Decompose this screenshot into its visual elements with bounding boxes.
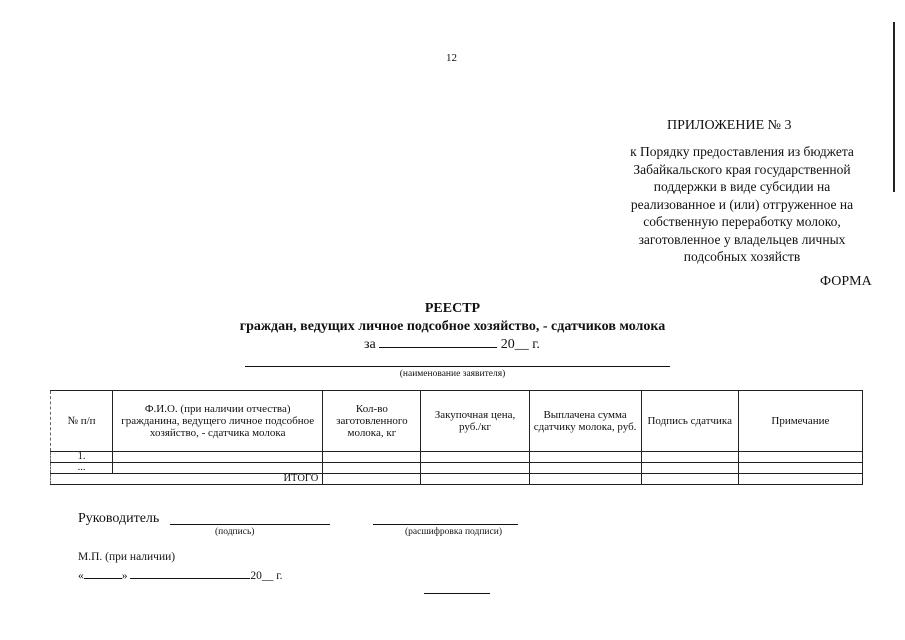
period-year: 20__ г. [500,337,540,352]
head-label: Руководитель [78,511,160,526]
table-cell[interactable] [323,463,421,474]
appendix-line: подсобных хозяйств [683,249,801,264]
signature-decode-caption: (расшифровка подписи) [405,527,502,537]
table-cell[interactable] [421,463,529,474]
row-number: 1. [51,452,113,463]
signature-caption: (подпись) [215,527,255,537]
scan-edge-line [893,22,895,192]
header-number: № п/п [51,391,113,452]
appendix-title: ПРИЛОЖЕНИЕ № 3 [667,118,792,133]
form-label: ФОРМА [820,274,872,289]
register-period [364,335,540,353]
register-subtitle: граждан, ведущих личное подсобное хозяйство, - сдатчиков молока [239,319,666,334]
register-title: РЕЕСТР [424,301,481,316]
header-milk-quantity: Кол-во заготовленного молока, кг [323,391,421,452]
table-header-row [51,391,863,452]
total-cell[interactable] [529,474,641,485]
date-day-blank[interactable] [84,566,122,579]
period-blank[interactable] [379,335,497,348]
table-cell[interactable] [323,452,421,463]
total-cell[interactable] [323,474,421,485]
header-signature: Подпись сдатчика [641,391,738,452]
register-table [50,390,863,485]
appendix-line: собственную переработку молоко, [643,214,841,229]
table-row [51,463,863,474]
stamp-label: М.П. (при наличии) [78,551,176,563]
end-divider [424,593,490,594]
date-month-blank[interactable] [130,566,250,579]
total-label: ИТОГО [51,474,323,485]
header-fio: Ф.И.О. (при наличии отчества) гражданина, ведущего личное подсобное хозяйство, - сдатчика молока [113,391,323,452]
total-cell[interactable] [641,474,738,485]
signature-line[interactable] [170,524,330,525]
signature-decode-line[interactable] [373,524,518,525]
header-note: Примечание [738,391,862,452]
date-close-quote: » [121,570,128,582]
table-cell[interactable] [113,463,323,474]
table-cell[interactable] [529,463,641,474]
table-cell[interactable] [529,452,641,463]
appendix-line: Забайкальского края государственной [633,161,851,177]
total-row [51,474,863,485]
header-paid-amount: Выплачена сумма сдатчику молока, руб. [529,391,641,452]
date-year: 20__ г. [250,570,283,582]
row-number: ... [51,463,113,474]
date-line [78,566,283,582]
table-cell[interactable] [113,452,323,463]
appendix-line: к Порядку предоставления из бюджета [630,144,854,159]
appendix-line: поддержки в виде субсидии на [653,179,831,194]
appendix-line: реализованное и (или) отгруженное на [630,196,854,212]
appendix-line: заготовленное у владельцев личных [638,231,846,247]
applicant-caption: (наименование заявителя) [399,369,506,379]
table-cell[interactable] [641,463,738,474]
total-cell[interactable] [738,474,862,485]
date-open-quote: « [78,570,84,582]
table-cell[interactable] [641,452,738,463]
appendix-text [604,143,880,266]
total-cell[interactable] [421,474,529,485]
table-cell[interactable] [738,452,862,463]
applicant-name-line[interactable] [245,366,670,367]
page-number: 12 [446,52,457,64]
table-cell[interactable] [738,463,862,474]
header-purchase-price: Закупочная цена, руб./кг [421,391,529,452]
table-row [51,452,863,463]
period-prefix: за [364,337,376,352]
table-cell[interactable] [421,452,529,463]
